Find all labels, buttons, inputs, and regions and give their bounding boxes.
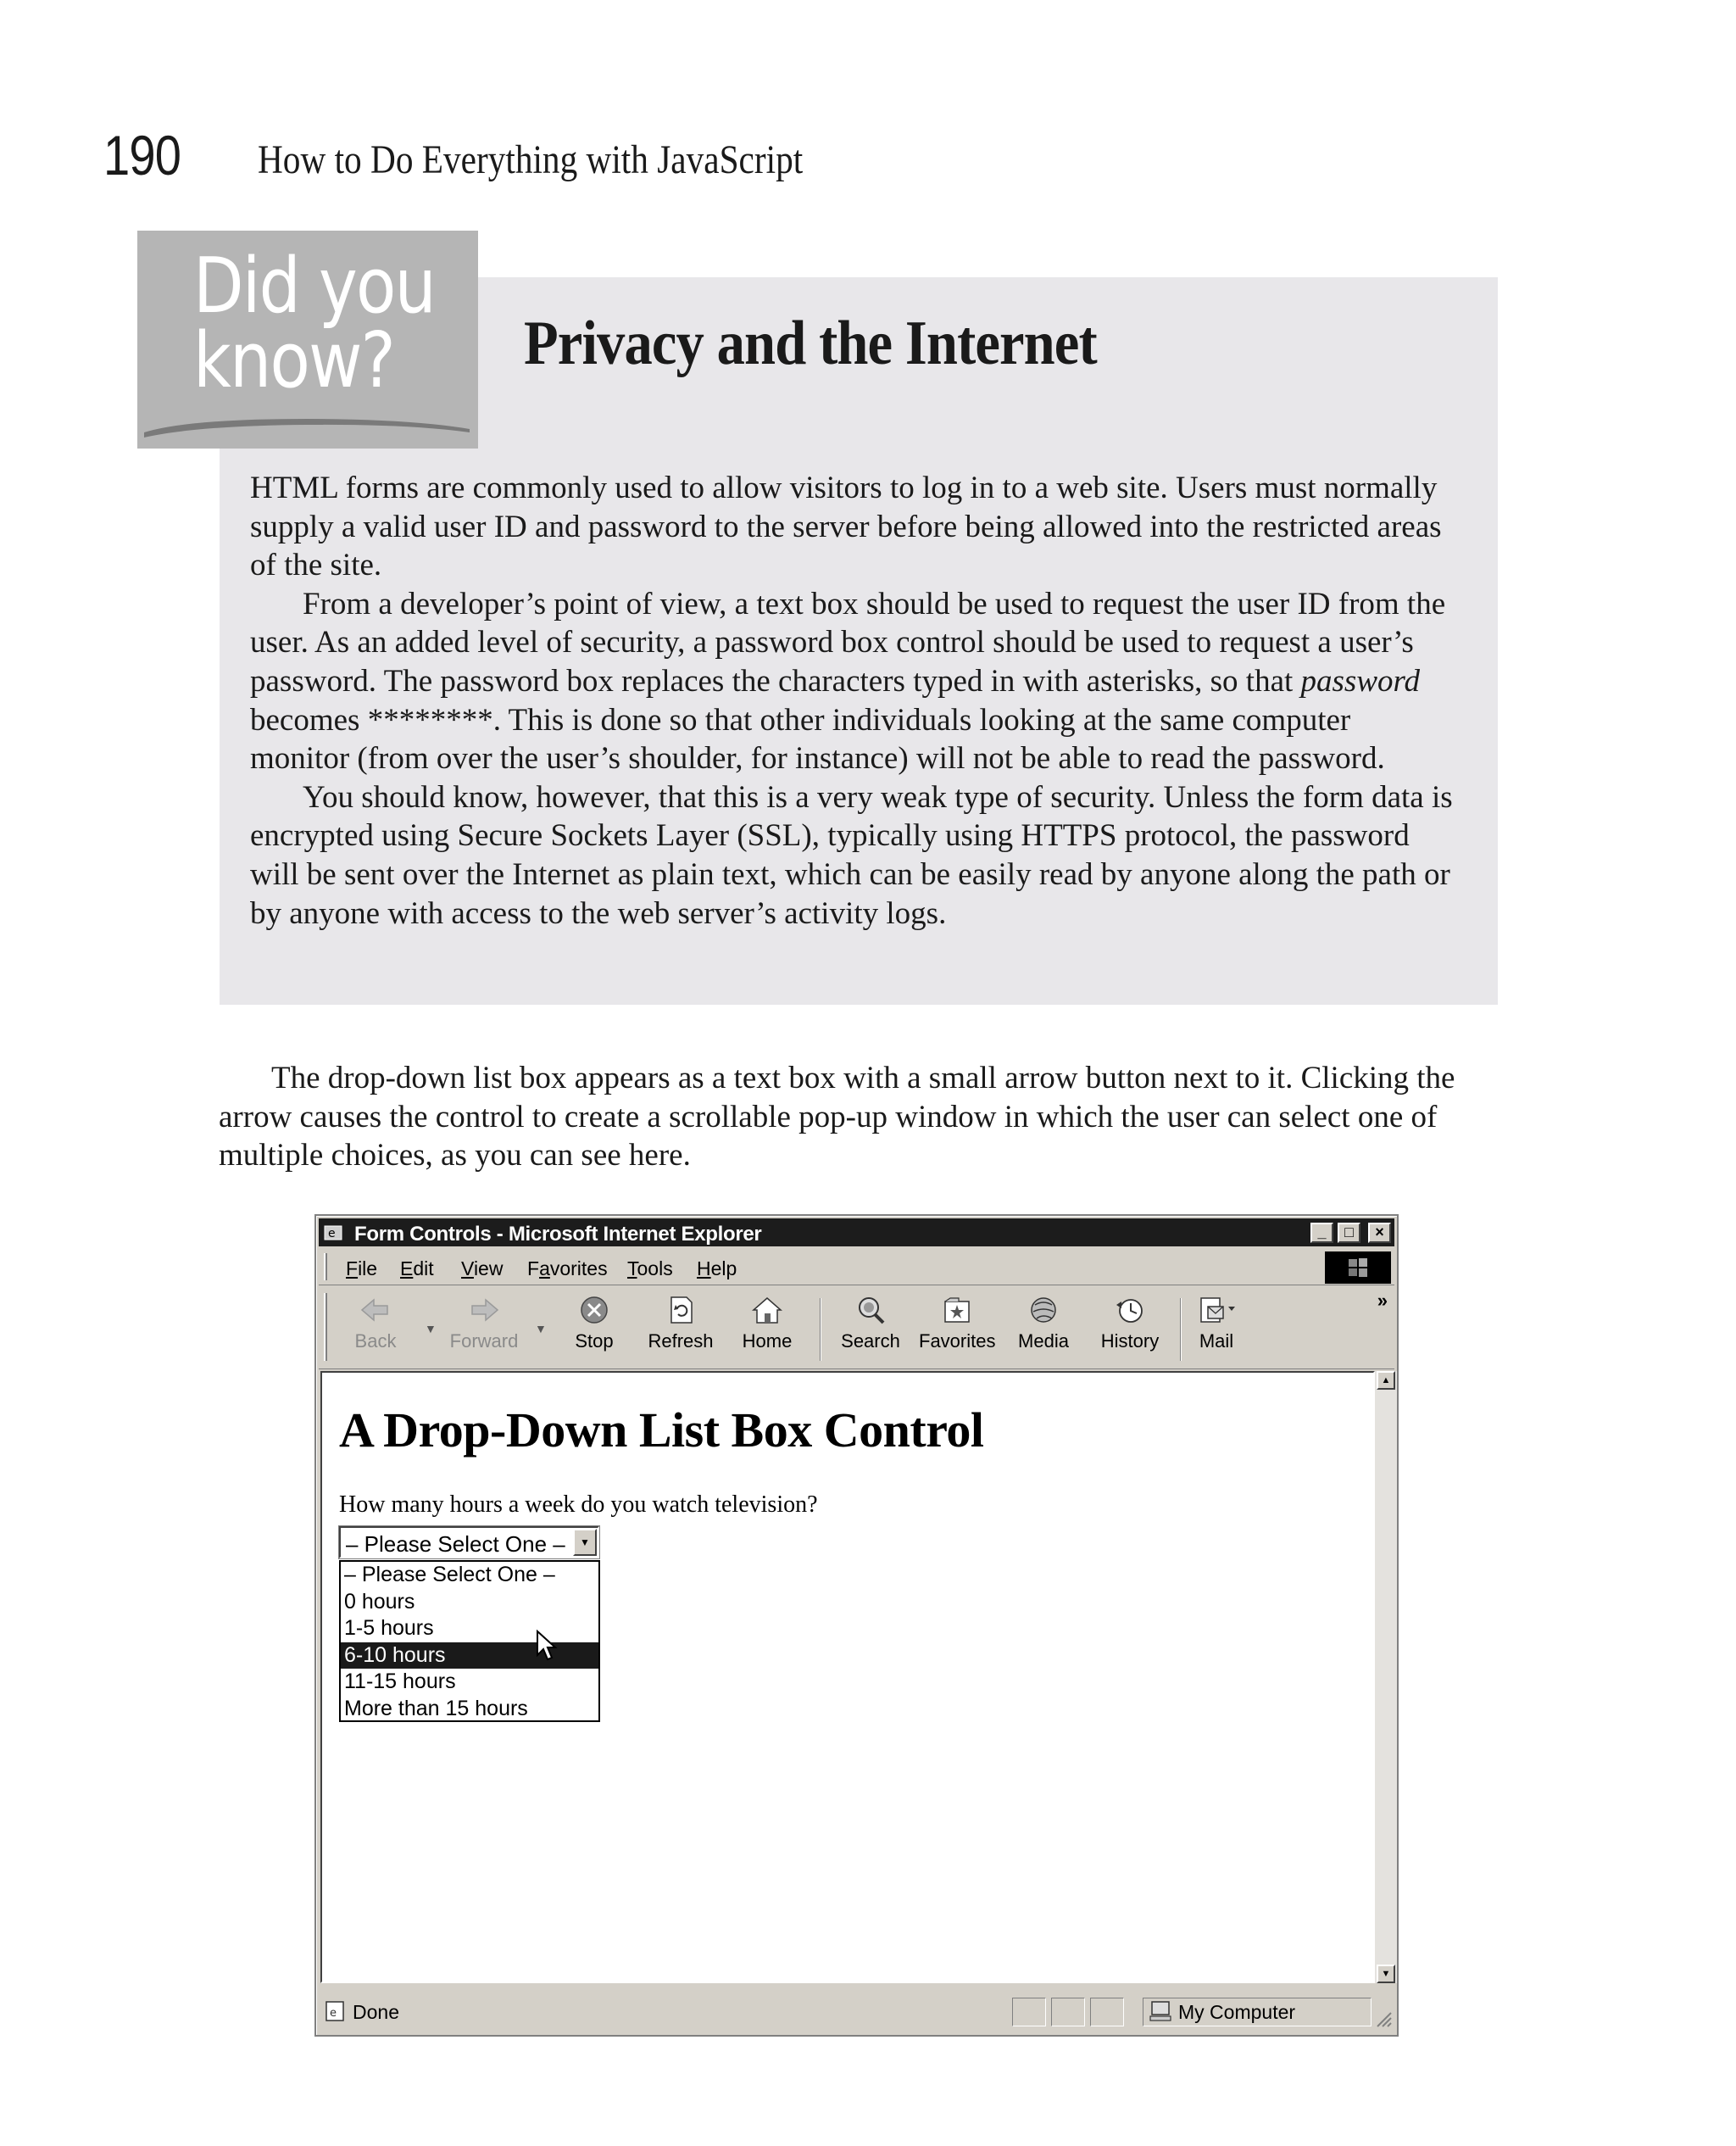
option-1-5-hours[interactable]: 1-5 hours: [344, 1616, 434, 1641]
menu-edit[interactable]: [400, 1257, 434, 1280]
option-6-10-hours[interactable]: 6-10 hours: [341, 1642, 598, 1669]
did-you-know-badge: [137, 231, 478, 449]
select-arrow-button[interactable]: ▼: [573, 1529, 597, 1556]
menu-grip: [324, 1253, 327, 1280]
home-button[interactable]: [729, 1291, 805, 1366]
back-dropdown-caret[interactable]: ▼: [425, 1322, 437, 1335]
search-icon: [854, 1295, 887, 1325]
scroll-down-arrow[interactable]: ▼: [1377, 1965, 1395, 1983]
refresh-icon: [664, 1295, 698, 1325]
paragraph-2-start: From a developer’s point of view, a text box should be used to request the user ID from the user. As an added level of security, a password box control should be used to request a user’s password. The password box replaces the characters typed in with asterisks, so that: [250, 586, 1446, 699]
page-heading: A Drop-Down List Box Control: [339, 1402, 984, 1458]
search-button[interactable]: [832, 1291, 909, 1366]
question-label: How many hours a week do you watch television?: [339, 1491, 818, 1518]
menu-favorites-rest: vorites: [549, 1257, 608, 1279]
toolbar-grip: [324, 1293, 327, 1361]
scroll-up-arrow[interactable]: ▲: [1377, 1371, 1395, 1390]
stop-icon: [577, 1295, 611, 1325]
browser-window: [314, 1214, 1399, 2037]
my-computer-icon: [1149, 2000, 1173, 2022]
window-title: Form Controls - Microsoft Internet Explorer: [354, 1223, 762, 1246]
menu-view-accel: V: [461, 1257, 474, 1279]
windows-logo-throbber: [1325, 1251, 1391, 1284]
badge-line-1: Did you: [193, 242, 436, 331]
toolbar-separator-1: [820, 1298, 821, 1361]
back-label: Back: [354, 1330, 397, 1352]
vertical-scrollbar[interactable]: [1375, 1371, 1397, 1983]
menu-help-accel: H: [697, 1257, 711, 1279]
italic-word-password: password: [1300, 663, 1421, 699]
media-icon: [1027, 1295, 1060, 1325]
menu-view[interactable]: [461, 1257, 503, 1280]
ie-icon: [324, 1223, 344, 1241]
option-0-hours[interactable]: 0 hours: [344, 1589, 415, 1614]
history-button[interactable]: [1092, 1291, 1168, 1366]
menu-help-rest: elp: [710, 1257, 737, 1279]
favorites-icon: [940, 1295, 974, 1325]
media-button[interactable]: [1005, 1291, 1082, 1366]
maximize-button[interactable]: □: [1338, 1223, 1360, 1243]
sidebar-paragraph-3: You should know, however, that this is a very weak type of security. Unless the form data is encrypted using Secure Sockets Layer (SSL), typically using HTTPS protocol, the password will be sent over the Internet as plain text, which can be easily read by anyone along the path or by anyone with access to the web server’s activity logs.: [250, 779, 1453, 931]
body-paragraph: The drop-down list box appears as a text box with a small arrow button next to it. Clicking the arrow causes the control to create a scrollable pop-up window in which the user can select one of multiple choices, as you can see here.: [219, 1061, 1455, 1173]
menu-favorites-accel: a: [539, 1257, 550, 1279]
refresh-button[interactable]: [643, 1291, 719, 1366]
stop-button[interactable]: [556, 1291, 632, 1366]
menu-edit-accel: E: [400, 1257, 414, 1279]
status-pane-1: [1012, 1998, 1046, 2026]
forward-dropdown-caret[interactable]: ▼: [535, 1322, 547, 1335]
history-icon: [1113, 1295, 1147, 1325]
sidebar-paragraph-1: HTML forms are commonly used to allow visitors to log in to a web site. Users must normally supply a valid user ID and password to the server before being allowed into the restricted areas of the site.: [250, 471, 1442, 583]
option-11-15-hours[interactable]: 11-15 hours: [344, 1669, 456, 1694]
search-label: Search: [841, 1330, 900, 1352]
menu-tools-accel: T: [627, 1257, 637, 1279]
menu-file-accel: F: [346, 1257, 359, 1279]
menu-tools-rest: ools: [637, 1257, 673, 1279]
status-text: Done: [353, 2001, 399, 2023]
toolbar-more-chevron[interactable]: »: [1377, 1290, 1388, 1311]
menu-tools[interactable]: [627, 1257, 673, 1280]
status-bar: [319, 1986, 1394, 2033]
running-title: How to Do Everything with JavaScript: [258, 137, 804, 182]
forward-arrow-icon: [467, 1295, 501, 1325]
close-button[interactable]: ×: [1368, 1223, 1391, 1243]
sidebar-body: [250, 469, 1454, 933]
resize-grip-icon[interactable]: [1374, 2009, 1393, 2028]
badge-line-2: know?: [193, 316, 395, 405]
svg-text:e: e: [328, 1227, 336, 1240]
menu-file[interactable]: [346, 1257, 377, 1280]
refresh-label: Refresh: [648, 1330, 714, 1352]
mouse-pointer-icon: [536, 1630, 558, 1664]
mail-button[interactable]: [1178, 1291, 1255, 1366]
sidebar-paragraph-2: [250, 585, 1454, 778]
svg-text:e: e: [330, 2007, 337, 2020]
option-please-select[interactable]: – Please Select One –: [344, 1563, 555, 1586]
menu-favorites-pre: F: [527, 1257, 540, 1279]
status-pane-3: [1090, 1998, 1124, 2026]
forward-button[interactable]: [446, 1291, 522, 1366]
minimize-button[interactable]: _: [1310, 1223, 1333, 1243]
favorites-button[interactable]: [919, 1291, 995, 1366]
mail-icon: [1194, 1295, 1238, 1325]
sidebar-title: Privacy and the Internet: [524, 309, 1097, 378]
page-done-icon: [324, 1999, 348, 2023]
menu-help[interactable]: [697, 1257, 737, 1280]
mail-label: Mail: [1199, 1330, 1234, 1352]
zone-text: My Computer: [1178, 2001, 1296, 2023]
hours-select[interactable]: [339, 1526, 599, 1558]
back-button[interactable]: [337, 1291, 414, 1366]
back-arrow-icon: [359, 1295, 392, 1325]
home-icon: [750, 1295, 784, 1325]
menu-bar: [319, 1248, 1394, 1285]
status-pane-2: [1051, 1998, 1085, 2026]
windows-flag-icon: [1325, 1251, 1391, 1284]
dropdown-list[interactable]: [339, 1560, 600, 1722]
page-viewport: [320, 1371, 1375, 1983]
media-label: Media: [1018, 1330, 1069, 1352]
option-more-than-15[interactable]: More than 15 hours: [344, 1697, 528, 1720]
title-bar[interactable]: [319, 1218, 1394, 1246]
page-number: 190: [103, 124, 181, 187]
toolbar: [319, 1286, 1394, 1369]
menu-favorites[interactable]: [527, 1257, 608, 1280]
stop-label: Stop: [575, 1330, 614, 1352]
favorites-label: Favorites: [919, 1330, 996, 1352]
home-label: Home: [742, 1330, 793, 1352]
menu-file-rest: ile: [358, 1257, 378, 1279]
menu-edit-rest: dit: [413, 1257, 434, 1279]
swoosh-decoration: [137, 231, 478, 449]
history-label: History: [1100, 1330, 1160, 1352]
paragraph-2-end: becomes ********. This is done so that other individuals looking at the same computer monitor (from over the user’s shoulder, for instance) will not be able to read the password.: [250, 702, 1385, 777]
menu-view-rest: iew: [473, 1257, 504, 1279]
forward-label: Forward: [449, 1330, 519, 1352]
select-current-value: – Please Select One –: [346, 1531, 565, 1557]
